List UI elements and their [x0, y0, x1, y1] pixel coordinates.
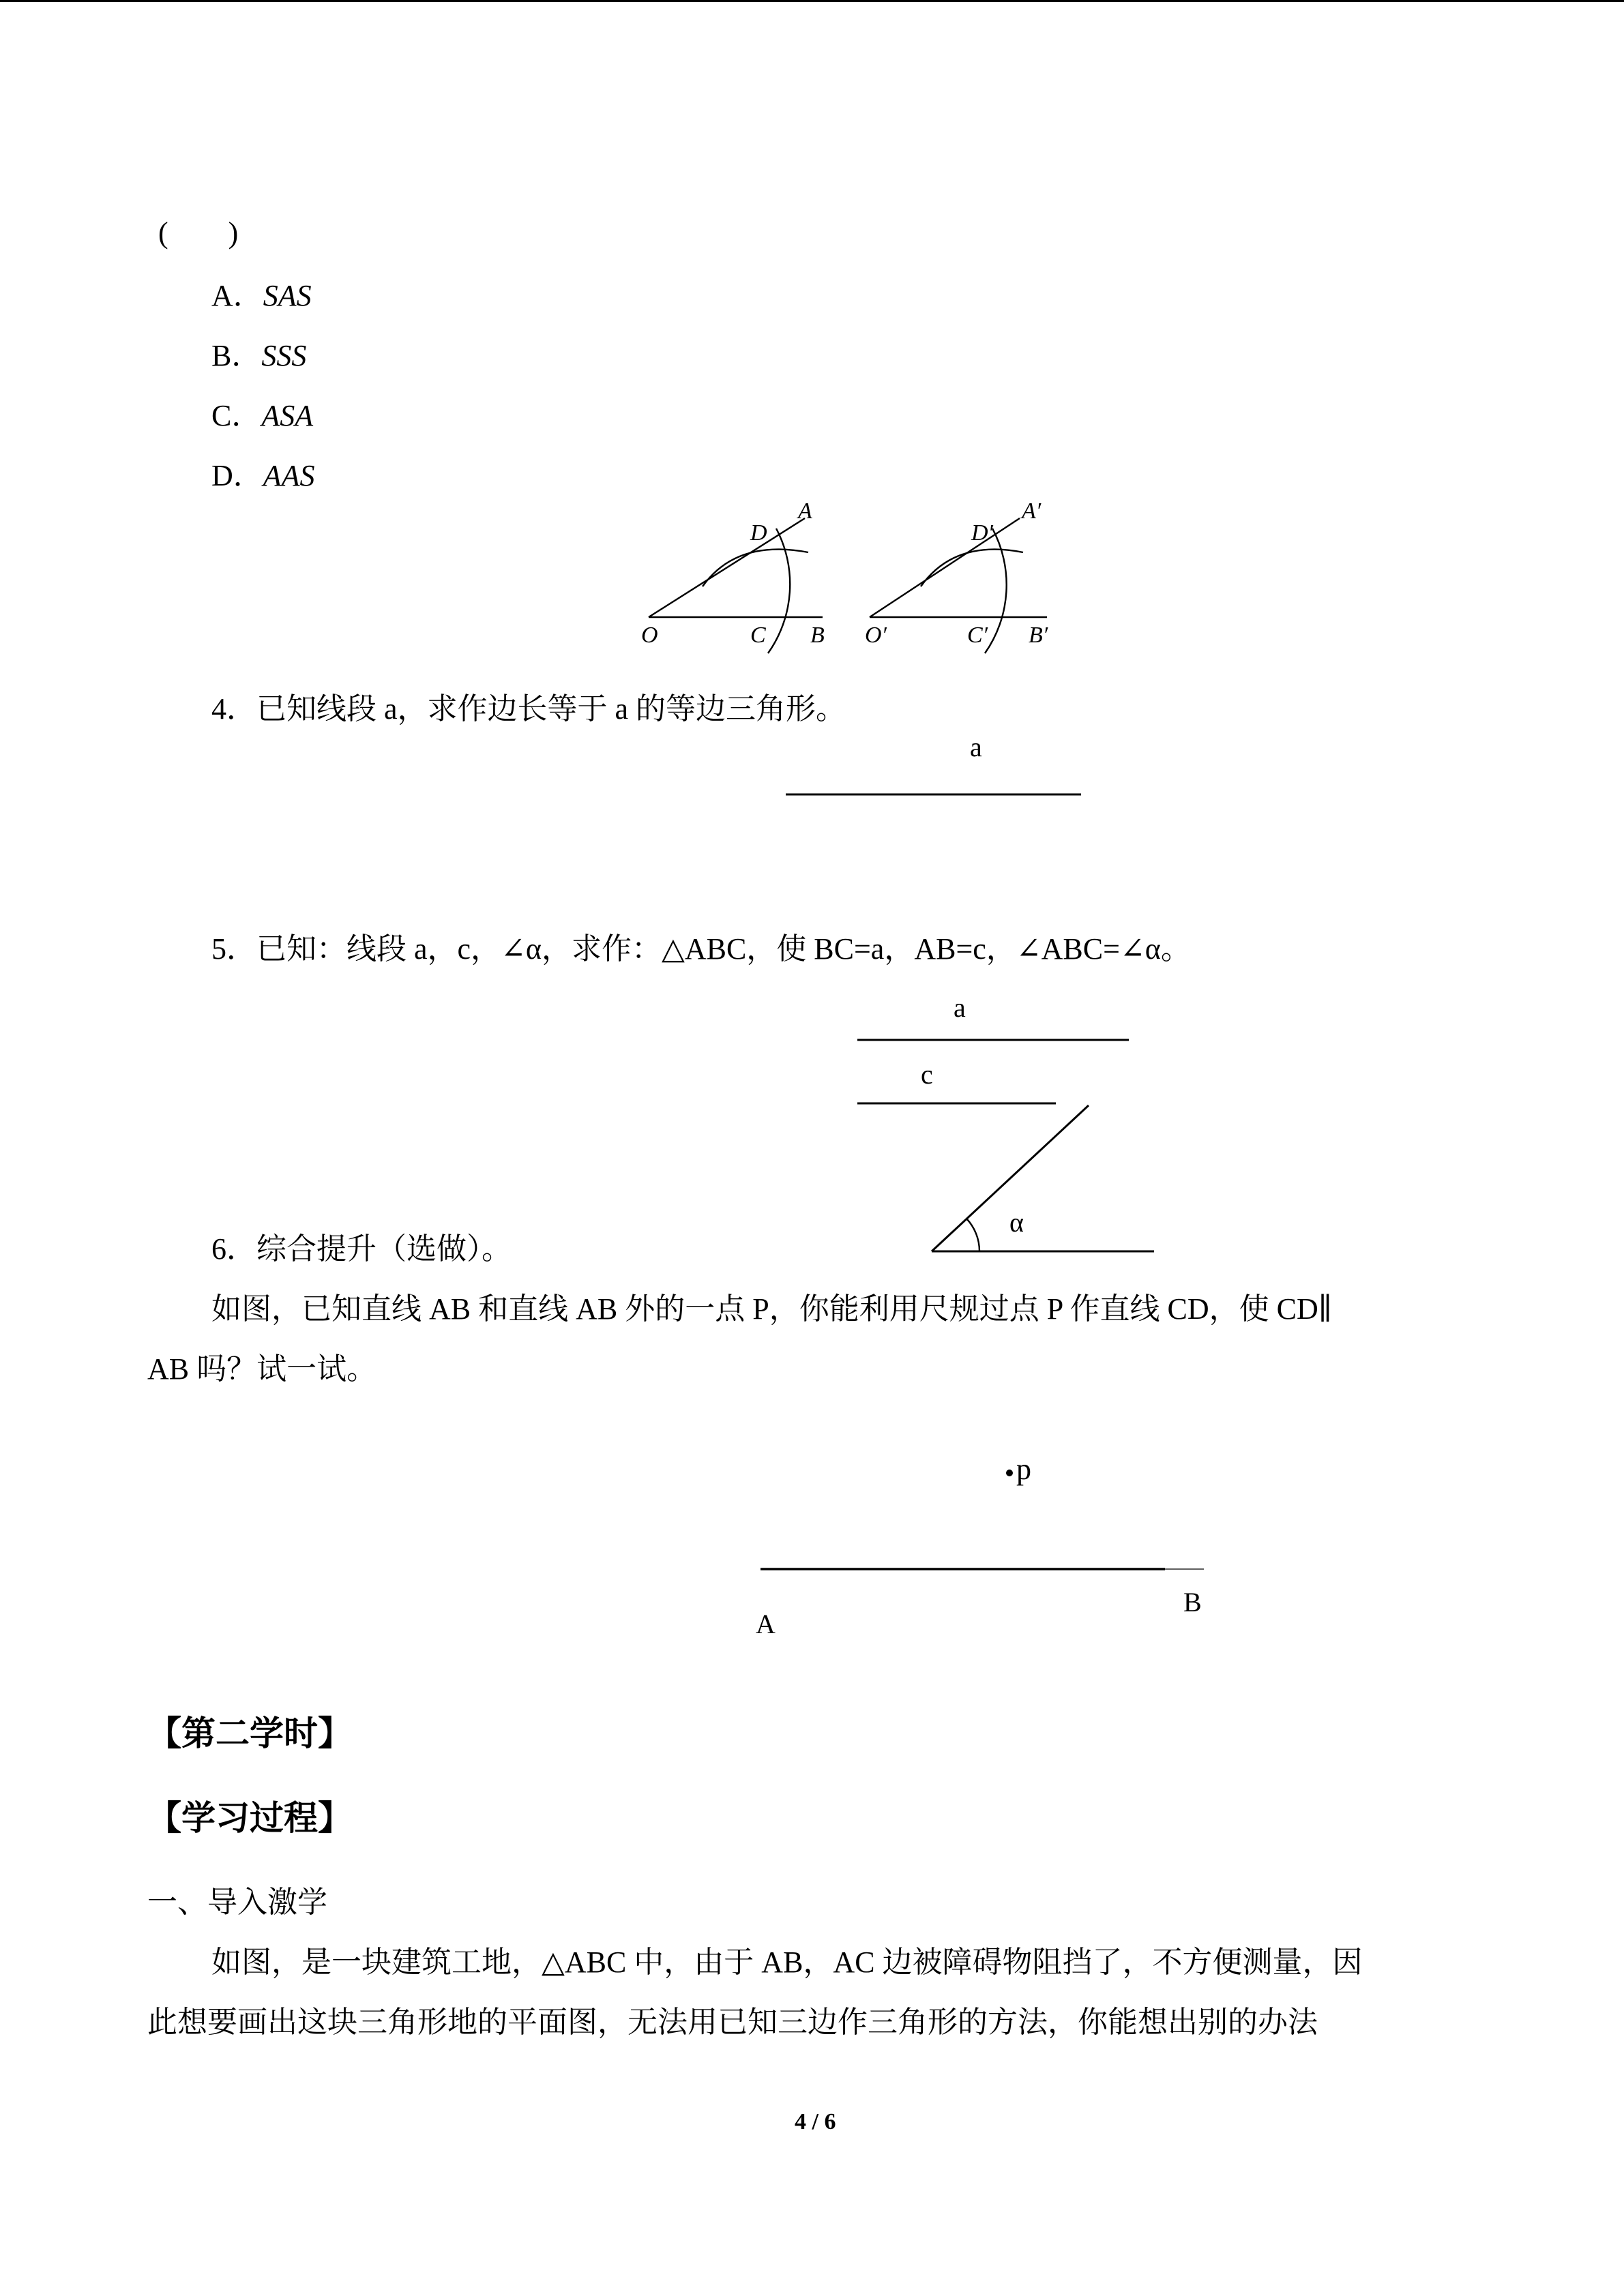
label-o: O — [641, 623, 658, 648]
option-a — [211, 275, 312, 316]
question-6-text-line1: 如图，已知直线 AB 和直线 AB 外的一点 P，你能利用尺规过点 P 作直线 CD，使 CD∥ — [211, 1292, 1333, 1326]
option-value: AAS — [263, 459, 315, 492]
option-letter: B． — [211, 339, 262, 372]
question-4-text: 4．已知线段 a，求作边长等于 a 的等边三角形。 — [211, 692, 846, 726]
question-6-text-line2: AB 吗？试一试。 — [147, 1352, 377, 1386]
label-d-prime: D′ — [971, 520, 993, 546]
option-letter: D． — [211, 459, 263, 492]
point-p-dot — [1004, 1467, 1015, 1478]
left-angle-diagram — [649, 518, 823, 653]
segment-c-label: c — [921, 1059, 933, 1090]
part-1-title: 一、导入激学 — [147, 1885, 327, 1919]
option-d — [211, 456, 315, 496]
question-6-title: 6．综合提升（选做）。 — [211, 1232, 512, 1266]
point-a-label: A — [756, 1609, 776, 1639]
label-a-prime: A′ — [1022, 498, 1042, 524]
label-b: B — [810, 623, 825, 648]
right-angle-diagram — [870, 518, 1047, 653]
segment-a-label: a — [954, 992, 966, 1023]
label-b-prime: B′ — [1029, 623, 1048, 648]
part-1-text-line1: 如图，是一块建筑工地，△ABC 中，由于 AB，AC 边被障碍物阻挡了，不方便测量，因 — [211, 1945, 1363, 1979]
segment-a — [856, 1037, 1136, 1043]
top-border — [0, 0, 1624, 2]
section-heading-period: 【第二学时】 — [147, 1714, 352, 1753]
label-c: C — [750, 623, 766, 648]
point-b-label: B — [1183, 1587, 1202, 1617]
option-c — [211, 396, 313, 436]
option-value: SSS — [261, 339, 307, 372]
point-p-label: p — [1016, 1452, 1031, 1486]
option-value: SAS — [263, 279, 312, 312]
option-value: ASA — [261, 399, 314, 432]
part-1-text-line2: 此想要画出这块三角形地的平面图，无法用已知三边作三角形的方法，你能想出别的办法 — [147, 2006, 1318, 2039]
option-b — [211, 336, 306, 376]
angle-alpha — [928, 1101, 1160, 1258]
option-letter: A． — [211, 279, 263, 312]
section-heading-process: 【学习过程】 — [147, 1799, 352, 1837]
question-5-text: 5．已知：线段 a，c，∠α，求作：△ABC，使 BC=a，AB=c，∠ABC=∠α。 — [211, 932, 1191, 966]
alpha-label: α — [1009, 1207, 1024, 1238]
segment-a — [784, 791, 1084, 798]
line-ab — [759, 1566, 1209, 1572]
label-a: A — [798, 498, 812, 524]
page-number: 4 / 6 — [795, 2109, 836, 2134]
option-letter: C． — [211, 399, 262, 432]
answer-bracket: ( ) — [158, 216, 239, 250]
label-d: D — [750, 520, 767, 546]
label-o-prime: O′ — [865, 623, 887, 648]
label-c-prime: C′ — [967, 623, 988, 648]
segment-a-label: a — [970, 732, 982, 762]
angle-construction-figure — [634, 498, 1071, 655]
